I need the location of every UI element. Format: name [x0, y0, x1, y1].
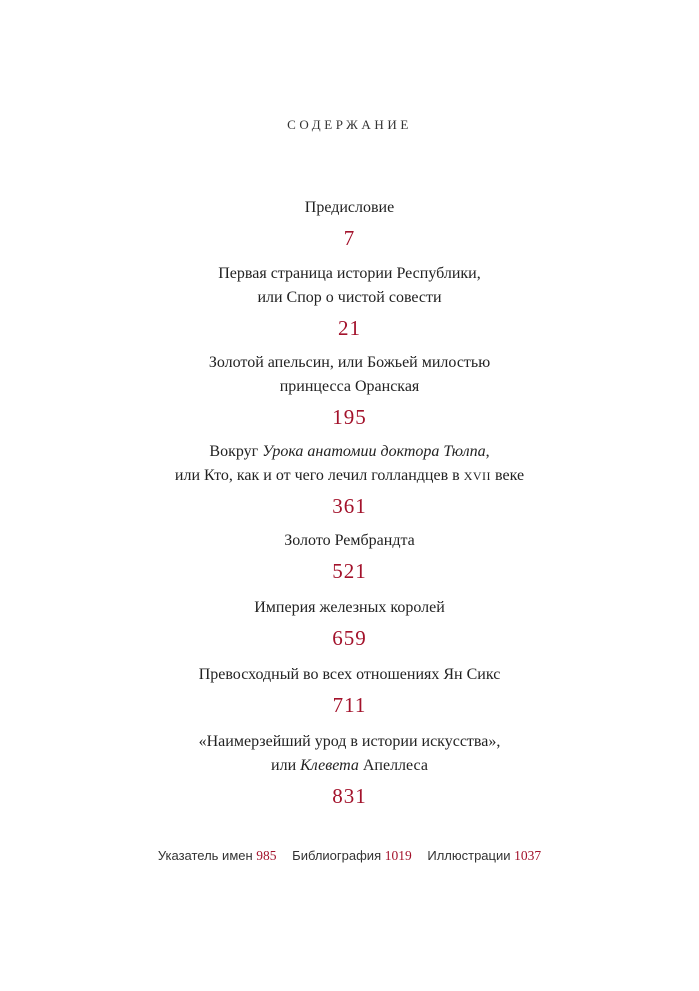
- entry-title-line1: [0, 440, 699, 464]
- entry-page: 21: [338, 316, 361, 340]
- toc-entry-apelles[interactable]: [0, 730, 699, 808]
- century-numeral: XVII: [463, 469, 492, 483]
- title-italic: Урока анатомии доктора Тюлпа: [262, 443, 486, 460]
- footer-label: Указатель имен: [157, 848, 253, 863]
- title-text: Апеллеса: [358, 757, 428, 774]
- entry-title-line1: Золотой апельсин, или Божьей милостью: [208, 354, 491, 371]
- entry-title-line2: [0, 754, 699, 778]
- toc-entry-anatomy[interactable]: [0, 440, 699, 518]
- title-text: Вокруг: [209, 443, 263, 460]
- title-text: ,: [485, 443, 490, 460]
- footer-label: Библиография: [292, 848, 382, 863]
- entry-title-line1: «Наимерзейший урод в истории искусства»,: [198, 733, 501, 750]
- entry-title-line2: принцесса Оранская: [279, 378, 420, 395]
- entry-title-line1: Первая страница истории Республики,: [218, 265, 481, 282]
- title-text: или: [271, 757, 301, 774]
- entry-page: 7: [343, 226, 356, 250]
- footer-page: 1019: [384, 848, 412, 863]
- footer-page: 1037: [514, 848, 542, 863]
- toc-heading: СОДЕРЖАНИЕ: [287, 117, 412, 132]
- entry-page: 195: [332, 405, 367, 429]
- toc-entry-preface[interactable]: [0, 196, 699, 250]
- footer-item-illustrations[interactable]: [427, 848, 541, 864]
- title-text: веке: [491, 467, 525, 484]
- entry-title: Империя железных королей: [254, 599, 445, 616]
- entry-page: 711: [332, 693, 367, 717]
- entry-title-line2: или Спор о чистой совести: [257, 289, 442, 306]
- footer-item-bibliography[interactable]: [292, 848, 412, 864]
- entry-page: 831: [332, 784, 367, 808]
- entry-title: Предисловие: [304, 199, 395, 216]
- footer-item-index[interactable]: [158, 848, 277, 864]
- entry-title: Золото Рембрандта: [284, 532, 415, 549]
- entry-page: 659: [332, 626, 367, 650]
- toc-entry-jan-six[interactable]: [0, 663, 699, 717]
- entry-page: 361: [332, 494, 367, 518]
- entry-page: 521: [332, 559, 367, 583]
- toc-footer: [0, 848, 699, 864]
- toc-entry-rembrandt-gold[interactable]: [0, 529, 699, 583]
- toc-entry-iron-kings[interactable]: [0, 596, 699, 650]
- entry-title-line2: [0, 464, 699, 488]
- toc-entry-orange[interactable]: [0, 351, 699, 429]
- toc-entry-republic[interactable]: [0, 262, 699, 340]
- title-text: или Кто, как и от чего лечил голландцев в: [174, 467, 464, 484]
- footer-page: 985: [256, 848, 277, 863]
- entry-title: Превосходный во всех отношениях Ян Сикс: [198, 666, 501, 683]
- footer-label: Иллюстрации: [427, 848, 511, 863]
- title-italic: Клевета: [300, 757, 359, 774]
